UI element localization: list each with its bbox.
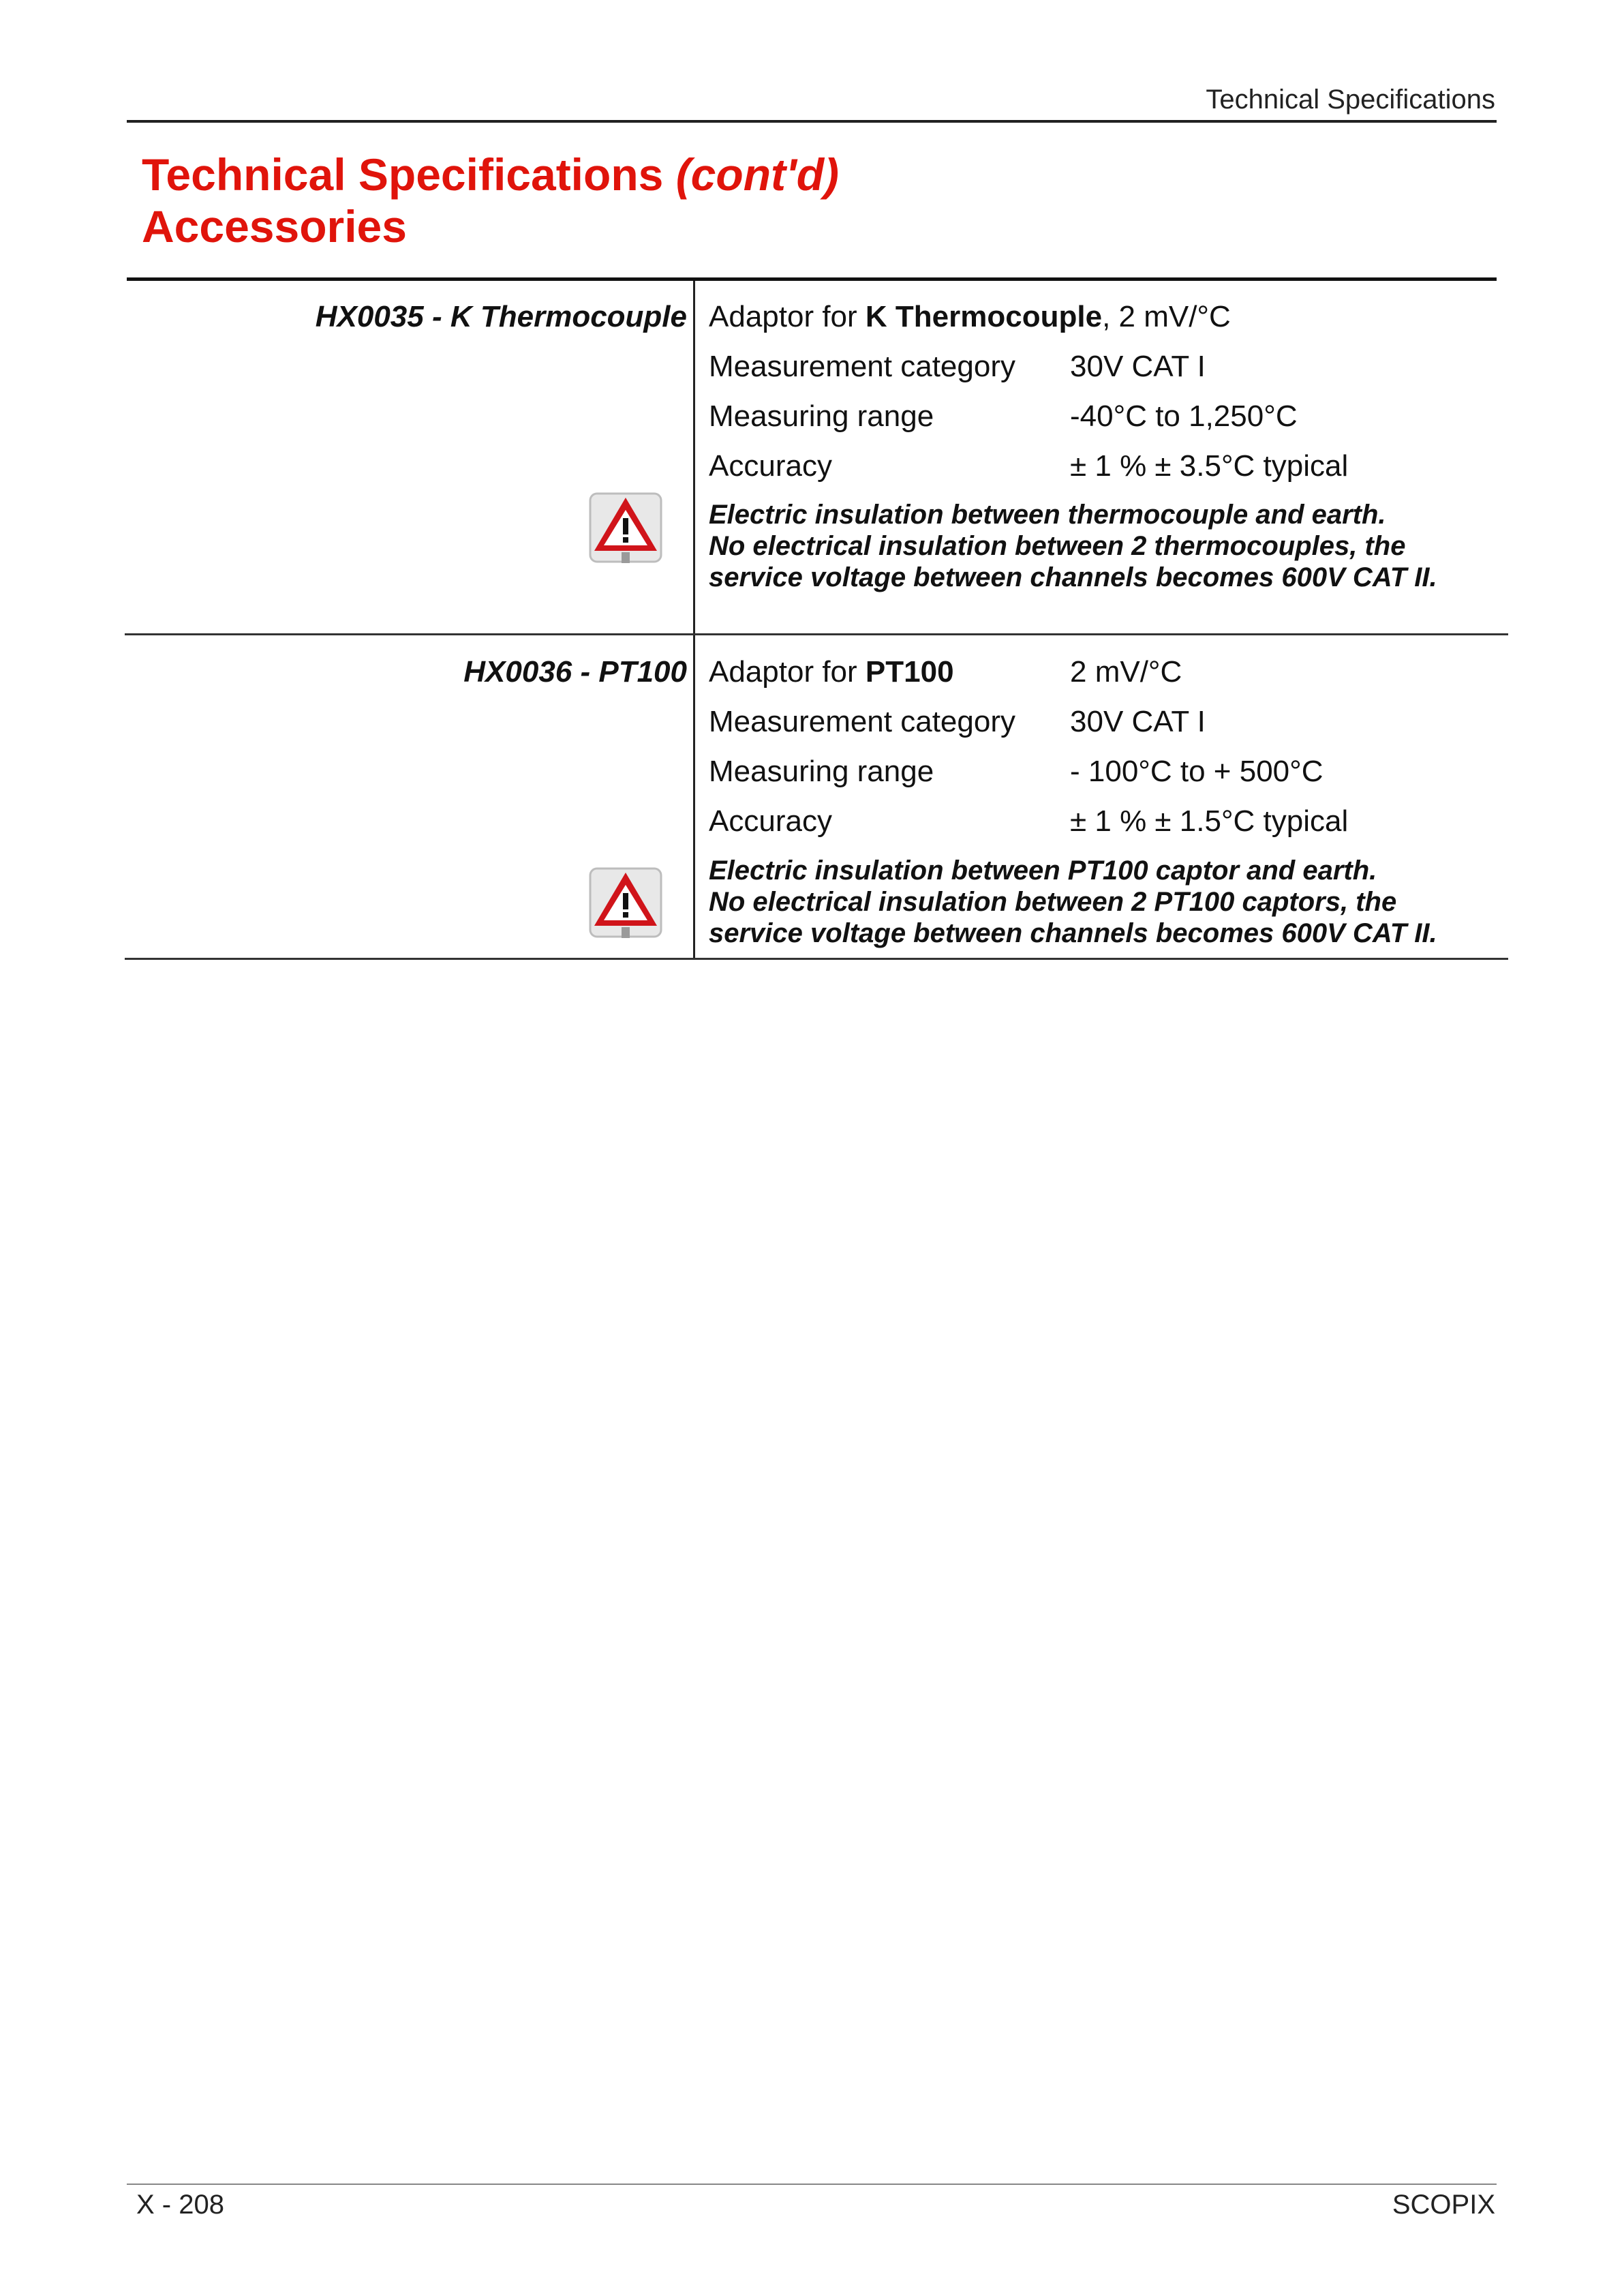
header-rule (127, 120, 1497, 123)
adaptor-prefix: Adaptor for (709, 655, 866, 689)
spec-value: 30V CAT I (1070, 350, 1206, 383)
title-main: Technical Specifications (142, 149, 664, 200)
footer-rule (127, 2184, 1497, 2185)
adaptor-type: K Thermocouple (865, 300, 1103, 333)
adaptor-prefix: Adaptor for (709, 300, 866, 333)
spec-label: Accuracy (709, 804, 832, 838)
footer-product: SCOPIX (1392, 2190, 1495, 2220)
warning-triangle-icon (586, 862, 665, 942)
column-divider-1 (693, 281, 695, 635)
insulation-warning-hx0035 (709, 499, 1527, 593)
adaptor-suffix: , 2 mV/°C (1102, 300, 1231, 333)
title-line-1 (142, 149, 839, 200)
spec-label: Measuring range (709, 755, 934, 788)
spec-value: - 100°C to + 500°C (1070, 755, 1323, 788)
product-name-hx0036: HX0036 - PT100 (463, 655, 687, 689)
warning-line: No electrical insulation between 2 thermocouples, the (709, 531, 1406, 561)
spec-value: 30V CAT I (1070, 705, 1206, 738)
spec-value: ± 1 % ± 1.5°C typical (1070, 804, 1349, 838)
warning-line: service voltage between channels becomes 600V CAT II. (709, 562, 1437, 592)
spec-label: Measurement category (709, 705, 1015, 738)
column-divider-2 (693, 635, 695, 960)
adaptor-line-hx0035 (709, 300, 1231, 334)
product-name-hx0035: HX0035 - K Thermocouple (315, 300, 687, 333)
spec-value: -40°C to 1,250°C (1070, 399, 1298, 433)
warning-line: No electrical insulation between 2 PT100 captors, the (709, 887, 1397, 917)
insulation-warning-hx0036 (709, 855, 1527, 949)
warning-line: Electric insulation between PT100 captor and earth. (709, 856, 1377, 886)
page-number: X - 208 (136, 2190, 224, 2220)
section-rule (125, 958, 1508, 960)
warning-line: service voltage between channels becomes 600V CAT II. (709, 918, 1437, 948)
warning-triangle-icon (586, 487, 665, 567)
spec-value: ± 1 % ± 3.5°C typical (1070, 449, 1349, 483)
page-title (142, 149, 839, 252)
running-header: Technical Specifications (1206, 85, 1495, 115)
spec-label: Measuring range (709, 399, 934, 433)
section-rule (125, 633, 1508, 635)
warning-line: Electric insulation between thermocouple and earth. (709, 500, 1386, 530)
spec-label: Measurement category (709, 350, 1015, 383)
adaptor-value: 2 mV/°C (1070, 655, 1182, 689)
title-rule (127, 277, 1497, 281)
adaptor-type: PT100 (865, 655, 954, 689)
adaptor-line-hx0036 (709, 655, 954, 689)
title-line-2: Accessories (142, 201, 407, 252)
title-suffix: (cont'd) (675, 149, 839, 200)
spec-label: Accuracy (709, 449, 832, 483)
